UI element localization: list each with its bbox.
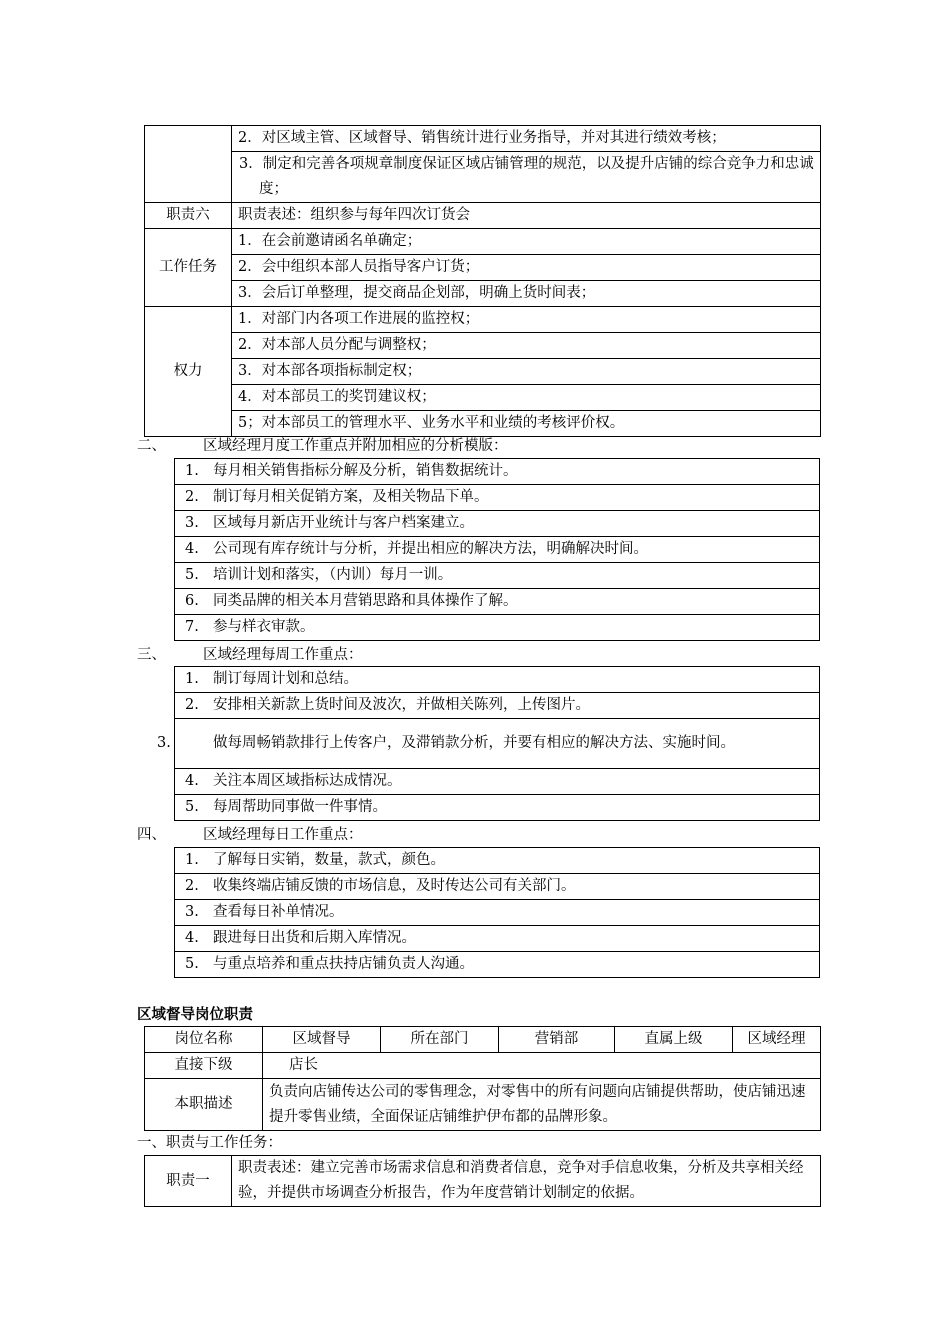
duty1-text: 职责表述：建立完善市场需求信息和消费者信息，竞争对手信息收集，分析及共享相关经验，并提供市场调查分析报告，作为年度营销计划制定的依据。 [232, 1156, 821, 1207]
list-item: 4. 跟进每日出货和后期入库情况。 [175, 926, 820, 952]
duty5-item-2: 2．对区域主管、区域督导、销售统计进行业务指导，并对其进行绩效考核； [232, 126, 821, 152]
task-item: 1．在会前邀请函名单确定； [232, 229, 821, 255]
list-item: 1. 制订每周计划和总结。 [175, 667, 820, 693]
list-item: 1. 了解每日实销，数量，款式，颜色。 [175, 848, 820, 874]
dept-value: 营销部 [499, 1027, 615, 1053]
list-item: 1. 每月相关销售指标分解及分析，销售数据统计。 [175, 459, 820, 485]
empty-label-cell [145, 126, 232, 203]
weekly-list [157, 666, 820, 821]
post-name-label: 岗位名称 [145, 1027, 263, 1053]
list-item: 4. 公司现有库存统计与分析，并提出相应的解决方法，明确解决时间。 [175, 537, 820, 563]
list-item: 7. 参与样衣审款。 [175, 615, 820, 641]
power-item: 5；对本部员工的管理水平、业务水平和业绩的考核评价权。 [232, 411, 821, 437]
list-item: 5. 培训计划和落实，（内训）每月一训。 [175, 563, 820, 589]
duties-table [144, 125, 821, 437]
section3-title: 区域经理每周工作重点： [203, 647, 363, 663]
section4-heading [137, 825, 363, 845]
tasks-label: 工作任务 [145, 229, 232, 307]
list-item: 4. 关注本周区域指标达成情况。 [175, 769, 820, 795]
section2-heading [137, 436, 508, 456]
subordinate-value: 店长 [263, 1053, 821, 1079]
post-name-value: 区域督导 [263, 1027, 381, 1053]
duty5-item-3: 3．制定和完善各项规章制度保证区域店铺管理的规范，以及提升店铺的综合竞争力和忠诚度； [232, 152, 821, 203]
list-item: 3. 查看每日补单情况。 [175, 900, 820, 926]
duty6-text: 职责表述：组织参与每年四次订货会 [232, 203, 821, 229]
list-item: 2. 安排相关新款上货时间及波次，并做相关陈列，上传图片。 [175, 693, 820, 719]
task-item: 3．会后订单整理，提交商品企划部，明确上货时间表； [232, 281, 821, 307]
list-item: 2. 制订每月相关促销方案，及相关物品下单。 [175, 485, 820, 511]
list-item: 3. 区域每月新店开业统计与客户档案建立。 [175, 511, 820, 537]
duty6-label: 职责六 [145, 203, 232, 229]
list-item: 5. 每周帮助同事做一件事情。 [175, 795, 820, 821]
power-item: 1．对部门内各项工作进展的监控权； [232, 307, 821, 333]
superior-value: 区域经理 [733, 1027, 821, 1053]
section2-title: 区域经理月度工作重点并附加相应的分析模版： [203, 438, 508, 454]
list-item: 2. 收集终端店铺反馈的市场信息，及时传达公司有关部门。 [175, 874, 820, 900]
section2-number: 二、 [137, 438, 166, 454]
supervisor-duty-table [144, 1155, 821, 1207]
dept-label: 所在部门 [381, 1027, 499, 1053]
section3-heading [137, 645, 363, 665]
desc-label: 本职描述 [145, 1079, 263, 1131]
supervisor-section1-heading: 一、职责与工作任务： [137, 1135, 282, 1151]
duty1-label: 职责一 [145, 1156, 232, 1207]
task-item: 2．会中组织本部人员指导客户订货； [232, 255, 821, 281]
section4-number: 四、 [137, 827, 166, 843]
power-item: 3．对本部各项指标制定权； [232, 359, 821, 385]
power-item: 2．对本部人员分配与调整权； [232, 333, 821, 359]
supervisor-info-table [144, 1026, 821, 1131]
list-item: 5. 与重点培养和重点扶持店铺负责人沟通。 [175, 952, 820, 978]
monthly-list [174, 458, 820, 641]
daily-list [174, 847, 820, 978]
section4-title: 区域经理每日工作重点： [203, 827, 363, 843]
power-item: 4．对本部员工的奖罚建议权； [232, 385, 821, 411]
desc-value: 负责向店铺传达公司的零售理念，对零售中的所有问题向店铺提供帮助，使店铺迅速提升零售业绩，全面保证店铺维护伊布都的品牌形象。 [263, 1079, 821, 1131]
list-item: 6. 同类品牌的相关本月营销思路和具体操作了解。 [175, 589, 820, 615]
subordinate-label: 直接下级 [145, 1053, 263, 1079]
section3-number: 三、 [137, 647, 166, 663]
superior-label: 直属上级 [615, 1027, 733, 1053]
power-label: 权力 [145, 307, 232, 437]
list-item: 3. 做每周畅销款排行上传客户，及滞销款分析，并要有相应的解决方法、实施时间。 [175, 719, 820, 769]
supervisor-title: 区域督导岗位职责 [137, 1007, 253, 1023]
